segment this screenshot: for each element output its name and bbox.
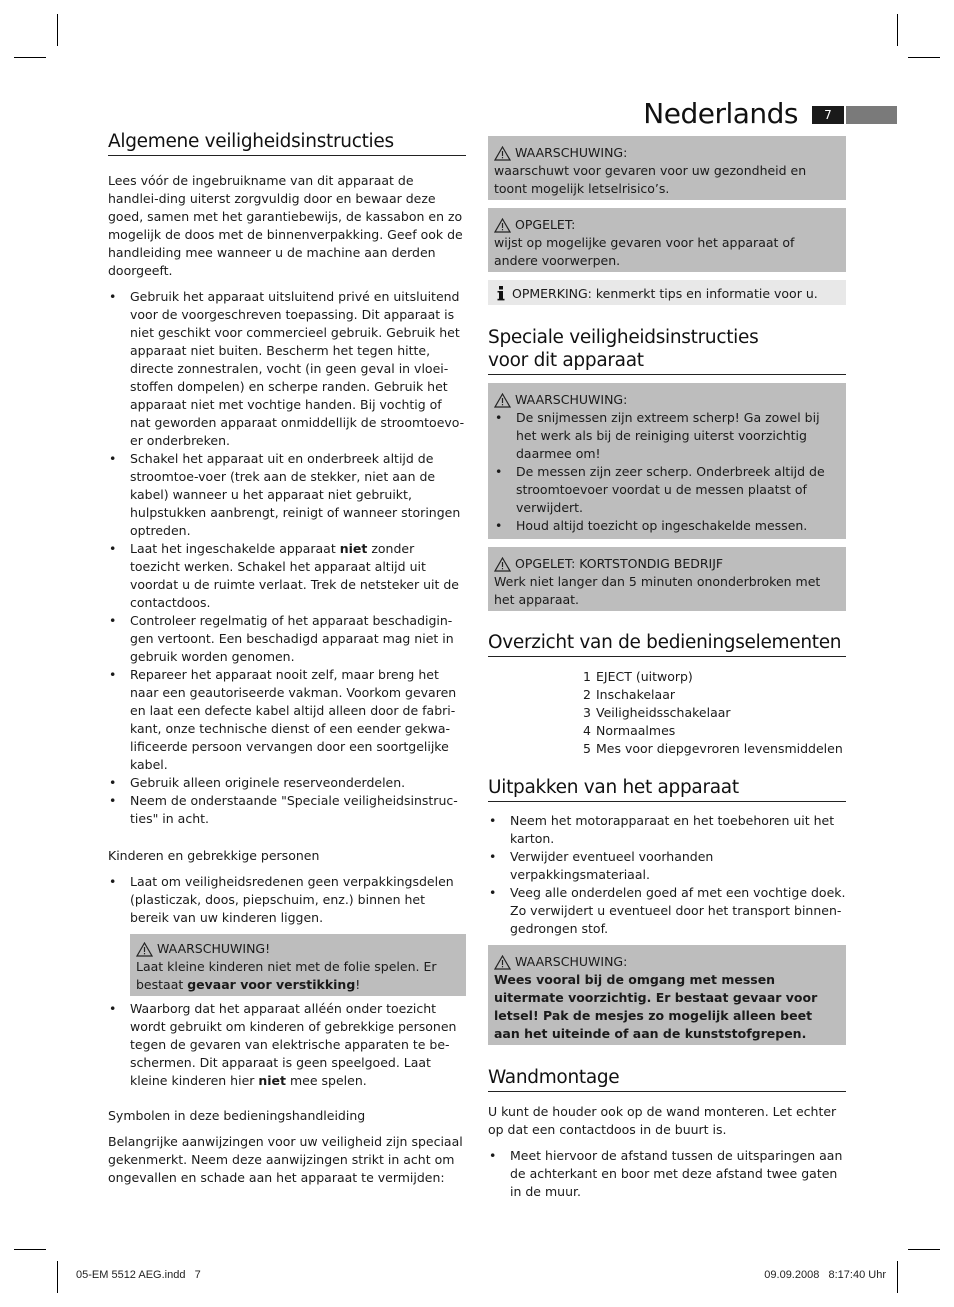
list-item: 1 EJECT (uitworp) — [583, 669, 693, 684]
special-warning-box: WAARSCHUWING: • De snijmessen zijn extreem scherp! Ga zowel bij het werk als bij de reiniging uiterst voorzichtig daarmee om! • De messen zijn zeer scherp. Onderbreek altijd de stroomtoevoer voordat u de messen plaatst of verwijdert. • Houd altijd toezicht op ingeschakelde messen. — [488, 383, 846, 539]
warning-triangle-icon — [136, 942, 153, 957]
footer-timestamp: 09.09.2008 8:17:40 Uhr — [764, 1269, 886, 1281]
crop-mark — [897, 1261, 898, 1293]
unpack-warning-box: WAARSCHUWING: Wees vooral bij de omgang met messen uitermate voorzichtig. Er bestaat gevaar voor letsel! Pak de mesjes zo mogelijk alleen beet aan het uiteinde of aan de kunststofgrepen. — [488, 945, 846, 1045]
safety-list — [108, 288, 466, 828]
list-item: 3 Veiligheidsschakelaar — [583, 705, 731, 720]
page-language-title: Nederlands — [643, 97, 798, 130]
list-item: 2 Inschakelaar — [583, 687, 675, 702]
legend-caution-label: OPGELET: — [515, 217, 576, 232]
crop-mark — [908, 1249, 940, 1250]
list-item: • Gebruik het apparaat uitsluitend privé en uitsluitend voor de voorgeschreven toepassing. Dit apparaat is niet geschikt voor commercieel gebruik. Gebruik het apparaat niet buiten. Bescherm het tegen hitte, directe zonnestralen, vocht (in geen geval in vloei-stoffen dompelen) en scherpe randen. Gebruik het apparaat niet met vochtige handen. Bij vochtig of nat geworden apparaat onmiddellijk de stroomtoevo-er onderbreken. — [108, 288, 466, 450]
list-item: • Neem het motorapparaat en het toebehoren uit het karton. — [488, 812, 846, 848]
list-item: • Houd altijd toezicht op ingeschakelde messen. — [494, 517, 840, 535]
crop-mark — [57, 1261, 58, 1293]
legend-warning-box — [488, 136, 846, 200]
list-item: • Schakel het apparaat uit en onderbreek altijd de stroomtoe-voer (trek aan de stekker, niet aan de kabel) wanneer u het apparaat niet gebruikt, hulpstukken aanbrengt, reinigt of wanneer storingen optreden. — [108, 450, 466, 540]
list-item: • Neem de onderstaande "Speciale veiligheidsinstruc-ties" in acht. — [108, 792, 466, 828]
list-item: • Repareer het apparaat nooit zelf, maar breng het naar een geautoriseerde vakman. Voorkom gevaren en laat een defecte kabel altijd alleen door de fabri-kant, onze technische dienst of een eender gekwa-lificeerde persoon vervangen door een soortgelijke kabel. — [108, 666, 466, 774]
legend-note-box — [488, 280, 846, 305]
warning-triangle-icon — [494, 393, 511, 408]
right-column — [488, 136, 846, 1201]
crop-mark — [14, 1249, 46, 1250]
intro-paragraph: Lees vóór de ingebruikname van dit apparaat de handlei-ding uiterst zorgvuldig door en bewaar deze goed, samen met het garantiebewijs, de kassabon en zo mogelijk de doos met de binnenverpakking. Geef ook de handleiding mee wanneer u de machine aan derden doorgeeft. — [108, 173, 463, 278]
crop-mark — [897, 14, 898, 46]
crop-mark — [14, 57, 46, 58]
footer-file-info: 05-EM 5512 AEG.indd 7 — [76, 1269, 201, 1281]
list-item: 5 Mes voor diepgevroren levensmiddelen — [583, 741, 843, 756]
section-title-general-safety: Algemene veiligheidsinstructies — [108, 130, 466, 156]
wall-paragraph: U kunt de houder ook op de wand monteren. Let echter op dat een contactdoos in de buurt is. — [488, 1104, 837, 1137]
warning-text: Laat kleine kinderen niet met de folie spelen. Er bestaat gevaar voor verstikking! — [136, 959, 437, 992]
legend-warning-label: WAARSCHUWING: — [515, 145, 628, 160]
list-item: • Waarborg dat het apparaat alléén onder toezicht wordt gebruikt om kinderen of gebrekkige personen tegen de gevaren van elektrische apparaten te be-schermen. Dit apparaat is geen speelgoed. Laat kleine kinderen hier niet mee spelen. — [108, 1000, 466, 1090]
list-item: • Laat om veiligheidsredenen geen verpakkingsdelen (plasticzak, doos, piepschuim, enz.) binnen het bereik van uw kinderen liggen. — [108, 873, 466, 927]
legend-caution-text: wijst op mogelijke gevaren voor het apparaat of andere voorwerpen. — [494, 235, 795, 268]
children-warning-box — [130, 934, 466, 996]
crop-mark — [57, 14, 58, 46]
section-title-special-safety: Speciale veiligheidsinstructies voor dit apparaat — [488, 326, 846, 375]
symbols-heading: Symbolen in deze bedieningshandleiding — [108, 1108, 366, 1123]
legend-note-text: kenmerkt tips en informatie voor u. — [591, 286, 818, 301]
warning-triangle-icon — [494, 146, 511, 161]
children-heading: Kinderen en gebrekkige personen — [108, 848, 320, 863]
legend-caution-box — [488, 208, 846, 272]
caution-triangle-icon — [494, 557, 511, 572]
children-list — [108, 873, 466, 927]
legend-note-label: OPMERKING: — [512, 286, 592, 301]
overview-list — [488, 668, 846, 758]
list-item: 4 Normaalmes — [583, 723, 676, 738]
unpack-list — [488, 812, 846, 938]
children-list-2 — [108, 1000, 466, 1090]
list-item: • De messen zijn zeer scherp. Onderbreek altijd de stroomtoevoer voordat u de messen plaatst of verwijdert. — [494, 463, 840, 517]
list-item: • Veeg alle onderdelen goed af met een vochtige doek. Zo verwijdert u eventueel door het transport binnen-gedrongen stof. — [488, 884, 846, 938]
list-item: • Verwijder eventueel voorhanden verpakkingsmateriaal. — [488, 848, 846, 884]
warning-triangle-icon — [494, 955, 511, 970]
list-item: • De snijmessen zijn extreem scherp! Ga zowel bij het werk als bij de reiniging uiterst voorzichtig daarmee om! — [494, 409, 840, 463]
section-title-wall-mounting: Wandmontage — [488, 1066, 846, 1092]
caution-triangle-icon — [494, 218, 511, 233]
list-item: • Laat het ingeschakelde apparaat niet zonder toezicht werken. Schakel het apparaat altijd uit voordat u de ruimte verlaat. Trek de netsteker uit de contactdoos. — [108, 540, 466, 612]
list-item: • Meet hiervoor de afstand tussen de uitsparingen aan de achterkant en boor met deze afstand twee gaten in de muur. — [488, 1147, 846, 1201]
warning-heading: WAARSCHUWING! — [136, 940, 460, 958]
wall-list — [488, 1147, 846, 1201]
section-title-unpacking: Uitpakken van het apparaat — [488, 776, 846, 802]
legend-warning-text: waarschuwt voor gevaren voor uw gezondheid en toont mogelijk letselrisico’s. — [494, 163, 807, 196]
special-warning-list — [494, 409, 840, 535]
crop-mark — [908, 57, 940, 58]
short-operation-box: OPGELET: KORTSTONDIG BEDRIJF Werk niet langer dan 5 minuten ononderbroken met het apparaat. — [488, 547, 846, 611]
section-title-overview: Overzicht van de bedieningselementen — [488, 631, 846, 657]
header-bar — [846, 106, 897, 124]
symbols-paragraph: Belangrijke aanwijzingen voor uw veiligheid zijn speciaal gekenmerkt. Neem deze aanwijzingen strikt in acht om ongevallen en schade aan het apparaat te vermijden: — [108, 1134, 463, 1185]
list-item: • Controleer regelmatig of het apparaat beschadigin-gen vertoont. Een beschadigd apparaat mag niet in gebruik worden genomen. — [108, 612, 466, 666]
list-item: • Gebruik alleen originele reserveonderdelen. — [108, 774, 466, 792]
info-icon — [496, 286, 506, 301]
page-number: 7 — [812, 106, 844, 124]
left-column — [108, 130, 466, 1187]
